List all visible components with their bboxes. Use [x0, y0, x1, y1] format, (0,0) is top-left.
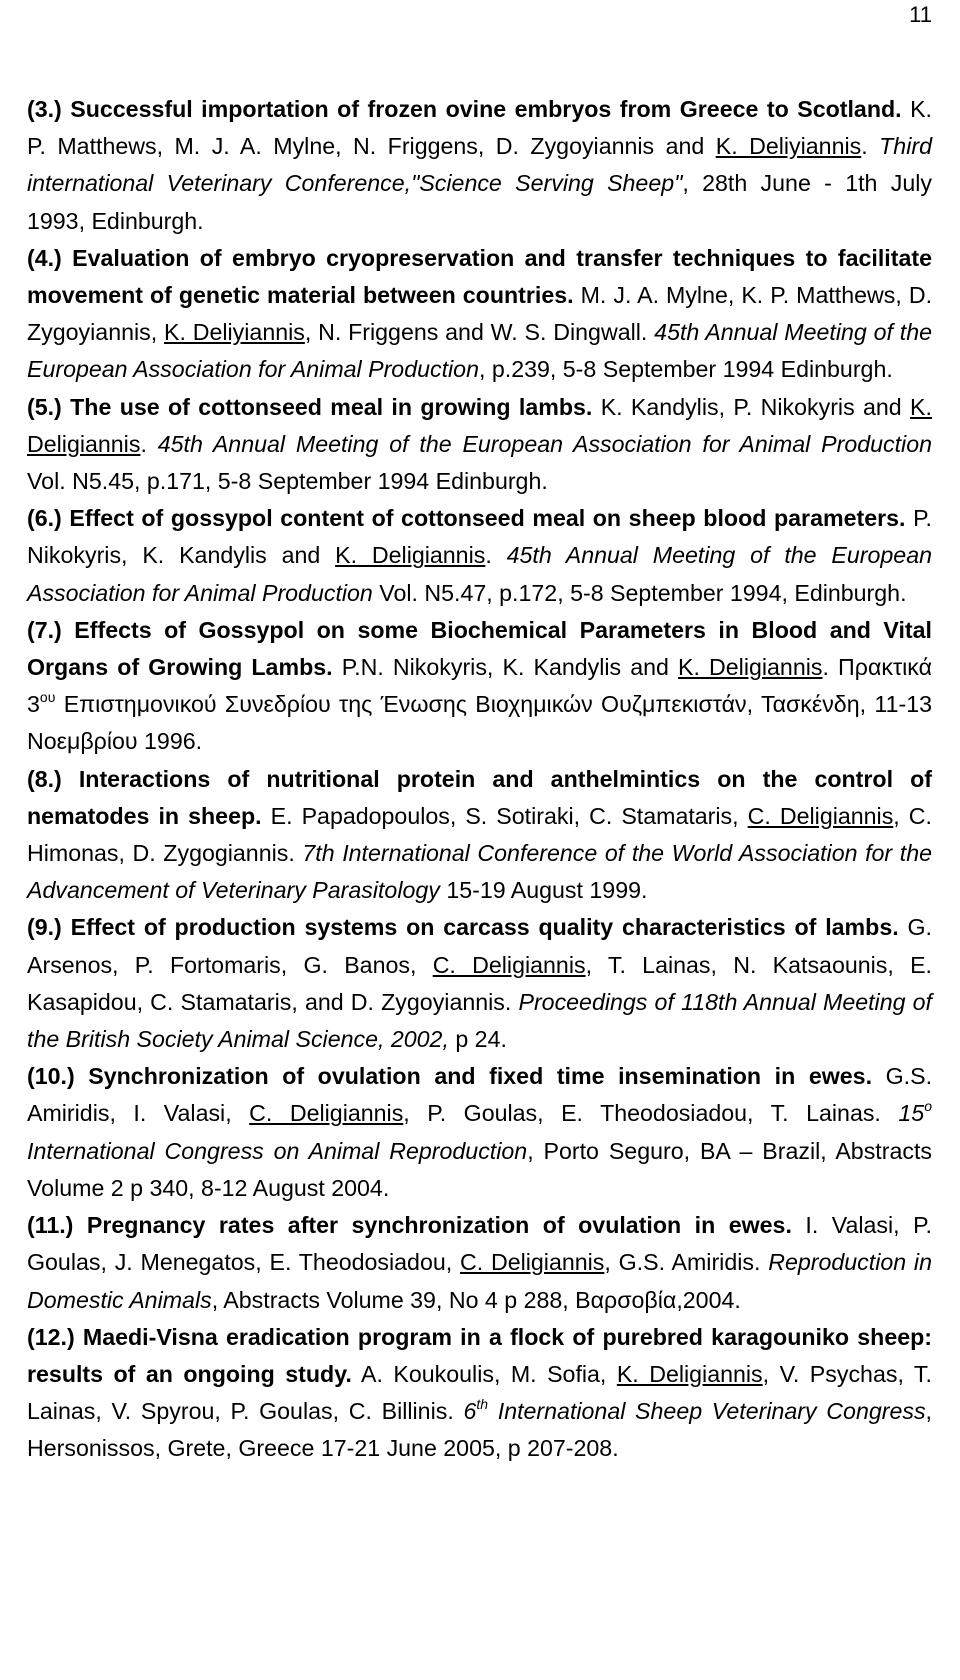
reference-item: [27, 909, 932, 1058]
reference-details: , p.239, 5-8 September 1994 Edinburgh.: [478, 356, 893, 383]
reference-title: Interactions of nutritional protein and anthelmintics on the control of nematodes in sheep.: [27, 765, 932, 829]
reference-item: [27, 389, 932, 501]
reference-title: Successful importation of frozen ovine embryos from Greece to Scotland.: [70, 96, 902, 122]
reference-details: , Hersonissos, Grete, Greece 17-21 June 2005, p 207-208.: [27, 1398, 932, 1462]
reference-venue: Reproduction in Domestic Animals: [27, 1249, 932, 1313]
reference-authors: P. Nikokyris, K. Kandylis and: [27, 505, 932, 569]
reference-number: (9.): [27, 914, 62, 941]
reference-authors: P.N. Nikokyris, K. Kandylis and: [341, 654, 669, 681]
reference-item: [27, 612, 932, 761]
reference-details: p 24.: [448, 1026, 507, 1053]
reference-title: Effect of gossypol content of cottonseed meal on sheep blood parameters.: [69, 505, 906, 532]
reference-item: [27, 500, 932, 612]
reference-details: Vol. N5.45, p.171, 5-8 September 1994 Edinburgh.: [27, 468, 548, 495]
reference-authors: G.S. Amiridis, I. Valasi,: [27, 1063, 933, 1127]
reference-authors-rest: .: [822, 654, 829, 681]
reference-venue: 15$^o$ International Congress on Animal Reproduction: [27, 1098, 932, 1164]
reference-details-rest: Επιστημονικού Συνεδρίου της Ένωσης Βιοχημικών Ουζμπεκιστάν, Τασκένδη, 11-13 Νοεμβρίου 1996.: [27, 691, 932, 755]
reference-authors: G. Arsenos, P. Fortomaris, G. Banos,: [27, 914, 932, 978]
reference-number: (8.): [27, 765, 62, 792]
reference-venue: 45th Annual Meeting of the European Association for Animal Production: [27, 542, 932, 606]
reference-author-highlighted: C. Deligiannis: [249, 1100, 404, 1127]
reference-number: (3.): [27, 96, 62, 122]
reference-item: [27, 761, 932, 910]
reference-number: (10.): [27, 1063, 75, 1090]
reference-title: Effect of production systems on carcass quality characteristics of lambs.: [70, 914, 899, 941]
reference-author-highlighted: K. Deliyiannis: [715, 133, 862, 160]
reference-item: [27, 1319, 932, 1468]
reference-author-highlighted: K. Deligiannis: [678, 654, 823, 681]
reference-venue: 7th International Conference of the World Association for the Advancement of Veterinary Parasitology: [27, 840, 932, 904]
page-number: 11: [909, 2, 932, 27]
reference-details: Πρακτικά 3: [27, 654, 932, 718]
reference-venue: 6th International Sheep Veterinary Congress: [463, 1396, 926, 1425]
reference-authors-rest: .: [485, 542, 492, 569]
reference-authors-rest: , P. Goulas, E. Theodosiadou, T. Lainas.: [403, 1100, 881, 1127]
reference-author-highlighted: C. Deligiannis: [459, 1249, 605, 1276]
reference-venue: Proceedings of 118th Annual Meeting of the British Society Animal Science, 2002,: [27, 988, 932, 1053]
reference-author-highlighted: K. Deligiannis: [616, 1360, 763, 1387]
reference-number: (4.): [27, 244, 62, 271]
reference-authors-rest: , G.S. Amiridis.: [604, 1249, 761, 1276]
reference-venue: Third international Veterinary Conference,"Science Serving Sheep": [27, 133, 932, 197]
reference-authors: E. Papadopoulos, S. Sotiraki, C. Stamataris,: [270, 802, 739, 829]
reference-venue: 45th Annual Meeting of the European Association for Animal Production: [27, 319, 932, 383]
reference-authors: I. Valasi, P. Goulas, J. Menegatos, E. Theodosiadou,: [27, 1212, 932, 1276]
reference-title: Maedi-Visna eradication program in a flock of purebred karagouniko sheep: results of an ongoing study.: [27, 1323, 932, 1387]
reference-authors: K. Kandylis, P. Nikokyris and: [600, 393, 902, 420]
reference-title: Evaluation of embryo cryopreservation and transfer techniques to facilitate movement of genetic material between countries.: [27, 244, 932, 309]
reference-number: (6.): [27, 505, 62, 532]
reference-title: The use of cottonseed meal in growing lambs.: [70, 393, 593, 420]
reference-details: Vol. N5.47, p.172, 5-8 September 1994, Edinburgh.: [372, 579, 907, 606]
reference-authors-rest: .: [140, 430, 147, 457]
reference-authors: K. P. Matthews, M. J. A. Mylne, N. Friggens, D. Zygoyiannis and: [27, 96, 932, 160]
reference-item: [27, 1207, 932, 1319]
reference-number: (7.): [27, 616, 62, 643]
reference-title: Synchronization of ovulation and fixed time insemination in ewes.: [88, 1063, 873, 1090]
reference-number: (12.): [27, 1323, 75, 1350]
reference-details-sup: ου: [39, 689, 56, 706]
reference-title: Pregnancy rates after synchronization of ovulation in ewes.: [86, 1212, 792, 1239]
reference-item: [27, 91, 932, 240]
reference-item: [27, 1058, 932, 1207]
reference-author-highlighted: K. Deligiannis: [335, 542, 486, 569]
reference-number: (5.): [27, 393, 62, 420]
reference-authors-rest: , C. Himonas, D. Zygogiannis.: [27, 802, 932, 867]
reference-list: [27, 91, 932, 1468]
reference-details: , Porto Seguro, BA – Brazil, Abstracts Volume 2 p 340, 8-12 August 2004.: [27, 1137, 932, 1201]
reference-authors: A. Koukoulis, M. Sofia,: [361, 1360, 607, 1387]
reference-item: [27, 240, 932, 389]
reference-details: , Abstracts Volume 39, No 4 p 288, Βαρσοβία,2004.: [211, 1286, 741, 1313]
reference-author-highlighted: C. Deligiannis: [432, 951, 586, 978]
reference-title: Effects of Gossypol on some Biochemical Parameters in Blood and Vital Organs of Growing Lambs.: [27, 616, 932, 681]
reference-venue: 45th Annual Meeting of the European Association for Animal Production: [157, 430, 932, 457]
reference-authors-rest: , N. Friggens and W. S. Dingwall.: [304, 319, 648, 346]
reference-number: (11.): [27, 1212, 74, 1239]
reference-authors: M. J. A. Mylne, K. P. Matthews, D. Zygoyiannis,: [27, 282, 933, 346]
reference-authors-rest: , V. Psychas, T. Lainas, V. Spyrou, P. Goulas, C. Billinis.: [27, 1360, 932, 1425]
reference-author-highlighted: C. Deligiannis: [747, 802, 894, 829]
reference-details: , 28th June - 1th July 1993, Edinburgh.: [27, 170, 932, 234]
reference-authors-rest: .: [861, 133, 868, 160]
reference-authors-rest: , T. Lainas, N. Katsaounis, E. Kasapidou, C. Stamataris, and D. Zygoyiannis.: [27, 951, 933, 1015]
reference-details: 15-19 August 1999.: [439, 877, 648, 904]
reference-author-highlighted: K. Deligiannis: [27, 393, 932, 457]
reference-author-highlighted: K. Deliyiannis: [164, 319, 305, 346]
